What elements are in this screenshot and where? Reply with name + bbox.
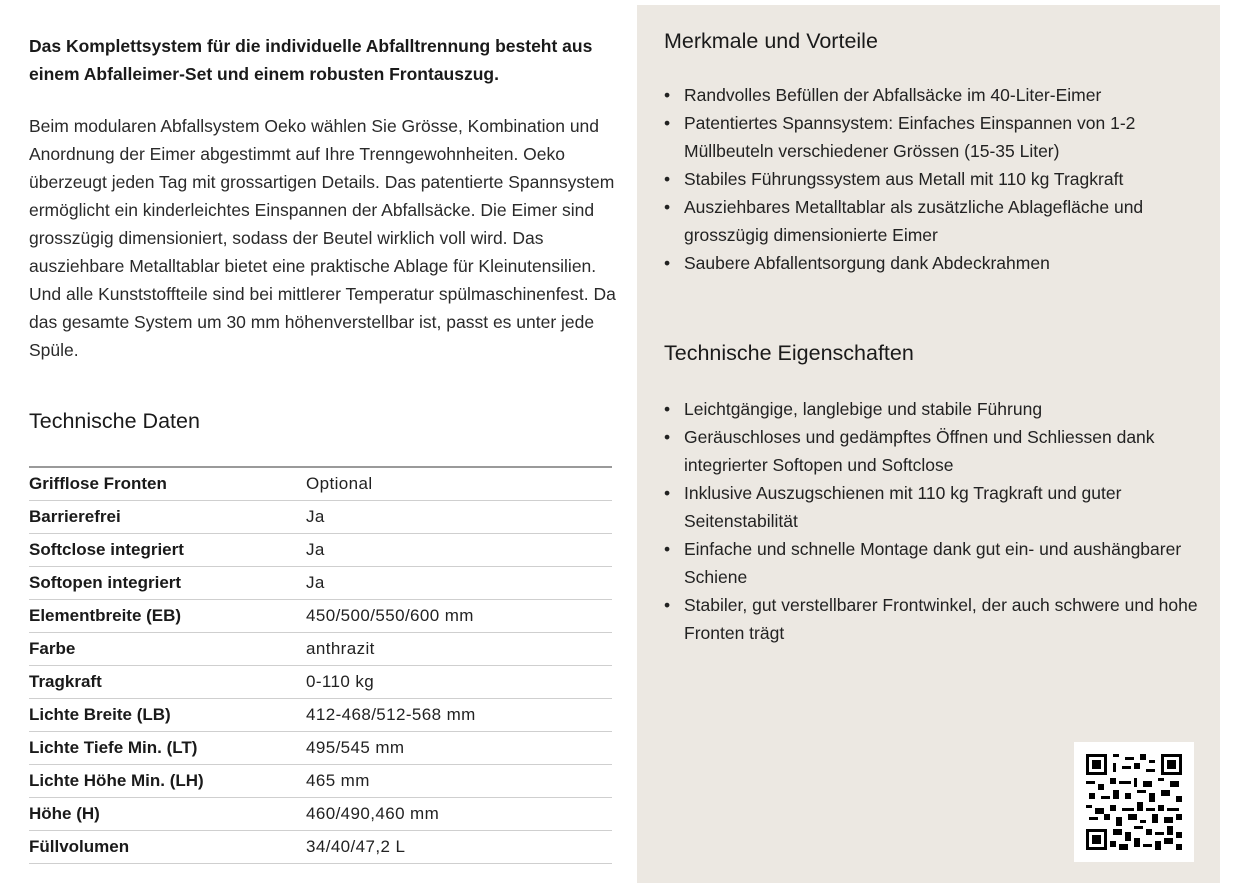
table-row bbox=[29, 534, 612, 567]
table-row bbox=[29, 501, 612, 534]
spec-value: 0-110 kg bbox=[306, 666, 612, 699]
list-item: • Leichtgängige, langlebige und stabile Führung bbox=[664, 395, 1204, 423]
spec-value: 495/545 mm bbox=[306, 732, 612, 765]
list-item: • Inklusive Auszugschienen mit 110 kg Tragkraft und guter Seitenstabilität bbox=[664, 479, 1204, 535]
table-row bbox=[29, 633, 612, 666]
list-item: • Geräuschloses und gedämpftes Öffnen und Schliessen dank integrierter Softopen und Softclose bbox=[664, 423, 1204, 479]
spec-value: 450/500/550/600 mm bbox=[306, 600, 612, 633]
table-row bbox=[29, 732, 612, 765]
spec-label: Elementbreite (EB) bbox=[29, 600, 306, 633]
table-row bbox=[29, 765, 612, 798]
table-row bbox=[29, 699, 612, 732]
spec-value: Ja bbox=[306, 534, 612, 567]
spec-value: 460/490,460 mm bbox=[306, 798, 612, 831]
features-panel bbox=[637, 5, 1220, 883]
features-title: Merkmale und Vorteile bbox=[664, 29, 878, 53]
spec-label: Farbe bbox=[29, 633, 306, 666]
technical-data-table bbox=[29, 466, 612, 864]
qr-code-graphic bbox=[1086, 754, 1182, 850]
spec-label: Barrierefrei bbox=[29, 501, 306, 534]
spec-value: 34/40/47,2 L bbox=[306, 831, 612, 864]
intro-body-text: Beim modularen Abfallsystem Oeko wählen Sie Grösse, Kombination und Anordnung der Eimer abgestimmt auf Ihre Trenngewohnheiten. Oeko überzeugt jeden Tag mit grossartigen Details. Das patentierte Spannsystem ermöglicht ein kinderleichtes Einspannen der Abfallsäcke. Die Eimer sind grosszügig dimensioniert, sodass der Beutel wirklich voll wird. Das ausziehbare Metalltablar bietet eine praktische Ablage für Kleinutensilien. Und alle Kunststoffteile sind bei mittlerer Temperatur spülmaschinenfest. Da das gesamte System um 30 mm höhenverstellbar ist, passt es unter jede Spüle. bbox=[29, 116, 616, 360]
spec-label: Lichte Breite (LB) bbox=[29, 699, 306, 732]
list-item: • Stabiles Führungssystem aus Metall mit 110 kg Tragkraft bbox=[664, 165, 1204, 193]
spec-label: Füllvolumen bbox=[29, 831, 306, 864]
spec-value: Optional bbox=[306, 467, 612, 501]
intro-lead-text: Das Komplettsystem für die individuelle Abfalltrennung besteht aus einem Abfalleimer-Set und einem robusten Frontauszug. bbox=[29, 36, 593, 84]
spec-label: Lichte Tiefe Min. (LT) bbox=[29, 732, 306, 765]
list-item: • Randvolles Befüllen der Abfallsäcke im 40-Liter-Eimer bbox=[664, 81, 1204, 109]
spec-value: 412-468/512-568 mm bbox=[306, 699, 612, 732]
list-item: • Saubere Abfallentsorgung dank Abdeckrahmen bbox=[664, 249, 1204, 277]
spec-label: Softclose integriert bbox=[29, 534, 306, 567]
spec-label: Lichte Höhe Min. (LH) bbox=[29, 765, 306, 798]
spec-value: anthrazit bbox=[306, 633, 612, 666]
spec-label: Grifflose Fronten bbox=[29, 467, 306, 501]
spec-value: Ja bbox=[306, 567, 612, 600]
spec-value: 465 mm bbox=[306, 765, 612, 798]
spec-label: Tragkraft bbox=[29, 666, 306, 699]
properties-title: Technische Eigenschaften bbox=[664, 341, 914, 365]
spec-label: Höhe (H) bbox=[29, 798, 306, 831]
table-row bbox=[29, 666, 612, 699]
table-row bbox=[29, 467, 612, 501]
qr-code-icon bbox=[1074, 742, 1194, 862]
table-row bbox=[29, 600, 612, 633]
list-item: • Stabiler, gut verstellbarer Frontwinkel, der auch schwere und hohe Fronten trägt bbox=[664, 591, 1204, 647]
list-item: • Ausziehbares Metalltablar als zusätzliche Ablagefläche und grosszügig dimensionierte Eimer bbox=[664, 193, 1204, 249]
features-list bbox=[664, 81, 1204, 277]
properties-list bbox=[664, 395, 1204, 647]
table-row bbox=[29, 567, 612, 600]
spec-value: Ja bbox=[306, 501, 612, 534]
list-item: • Patentiertes Spannsystem: Einfaches Einspannen von 1-2 Müllbeuteln verschiedener Grössen (15-35 Liter) bbox=[664, 109, 1204, 165]
table-row bbox=[29, 831, 612, 864]
spec-label: Softopen integriert bbox=[29, 567, 306, 600]
table-row bbox=[29, 798, 612, 831]
technical-data-title: Technische Daten bbox=[29, 409, 200, 433]
list-item: • Einfache und schnelle Montage dank gut ein- und aushängbarer Schiene bbox=[664, 535, 1204, 591]
